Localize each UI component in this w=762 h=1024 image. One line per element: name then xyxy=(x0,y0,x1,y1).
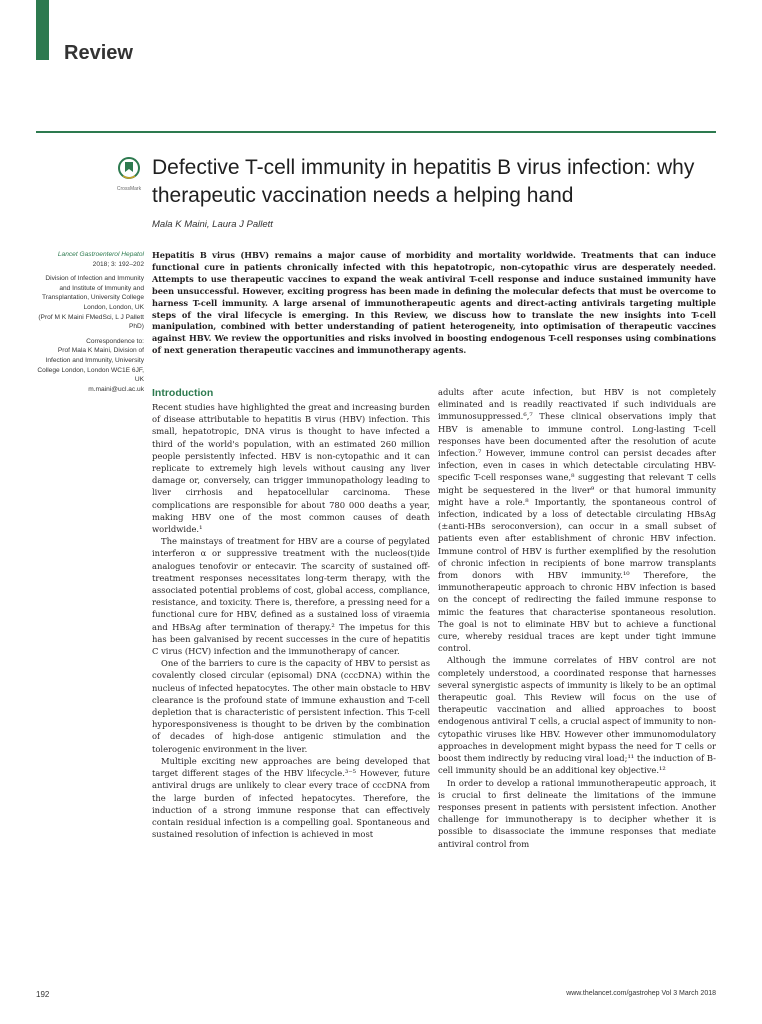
article-authors: Mala K Maini, Laura J Pallett xyxy=(152,219,273,230)
section-label: Review xyxy=(64,42,133,64)
journal-name: Lancet Gastroenterol Hepatol xyxy=(57,251,144,258)
crossmark-label: CrossMark xyxy=(116,186,142,192)
correspondence-email[interactable]: m.maini@ucl.ac.uk xyxy=(88,385,144,393)
section-color-bar xyxy=(36,0,49,60)
section-heading-introduction: Introduction xyxy=(152,387,214,399)
correspondence-label: Correspondence to: xyxy=(86,337,144,345)
body-paragraph: In order to develop a rational immunotherapeutic approach, it is crucial to first delineate the limitations of the immune responses present in patients with persistent infection. Another challenge for immunotherapy is to decipher whether it is possible to disassociate the immune responses that mediate antiviral control from xyxy=(438,777,716,849)
page-number: 192 xyxy=(36,990,50,999)
body-paragraph: The mainstays of treatment for HBV are a course of pegylated interferon α or suppressive treatment with the nucleos(t)ide analogues tenofovir or entecavir. The scarcity of sustained off-treatment responses necessitates long-term therapy, with the associated potential problems of cost, global access, compliance, resistance, and toxicity. There is, therefore, a pressing need for a functional cure for HBV, defined as a sustained loss of viraemia and HBsAg after termination of therapy.² The impetus for this has been galvanised by recent successes in the cure of hepatitis C virus (HCV) infection and the immunotherapy of cancer. xyxy=(152,536,430,657)
body-column-right xyxy=(438,386,716,850)
crossmark-icon xyxy=(118,157,140,181)
journal-footer[interactable]: www.thelancet.com/gastrohep Vol 3 March 2018 xyxy=(566,990,716,997)
body-paragraph: Although the immune correlates of HBV control are not completely understood, a coordinated response that harnesses several synergistic aspects of immunity is likely to be an optimal therapeutic goal. This Review will focus on the use of therapeutic vaccination and allied approaches to boost endogenous antiviral T cells, a crucial aspect of immunity to non-cytopathic viruses like HBV. However other immunomodulatory approaches in development might bypass the need for T cells or boost them indirectly by reducing viral load;¹¹ the induction of B-cell immunity should be an additional key objective.¹² xyxy=(438,655,717,776)
body-paragraph: adults after acute infection, but HBV is not completely eliminated and is readily reactivated if such individuals are immunosuppressed.⁶,⁷ These clinical observations imply that HBV is amenable to immune control. Long-lasting T-cell responses have been documented after the resolution of acute infection.⁷ However, immune control can persist decades after infection, even in cases in which detectable circulating HBV-specific T-cell responses wane,⁸ suggesting that relevant T cells might be sequestered in the liver⁹ or that humoral immunity might have a role.⁸ Importantly, the spontaneous control of infection, indicated by a loss of detectable circulating HBsAg (±anti-HBs seroconversion), can occur in a small subset of patients even after establishment of chronic HBV infection. Immune control of HBV is further exemplified by the resolution of chronic infection in recipients of bone marrow transplants from donors with HBV immunity.¹⁰ Therefore, the immunotherapeutic approach to chronic HBV infection is based on the concept of redirecting the failed immune response to mimic the features that characterise spontaneous resolution. The goal is not to eliminate HBV but to achieve a functional cure, whereby residual traces are kept under tight immune control. xyxy=(438,387,716,654)
body-column-left xyxy=(152,386,430,840)
article-title: Defective T-cell immunity in hepatitis B virus infection: why therapeutic vaccination needs a helping hand xyxy=(152,156,695,207)
body-paragraph: Recent studies have highlighted the great and increasing burden of disease attributable to hepatitis B virus (HBV) infection. This small, hepatotropic, DNA virus is thought to have infected a third of the world's population, with an estimated 260 million people persistently infected. HBV is non-cytopathic and it can replicate to extremely high levels without causing any liver damage or, conversely, can trigger immunopathology leading to liver cirrhosis and hepatocellular carcinoma. These complications are responsible for about 780 000 deaths a year, making HBV one of the most common causes of death worldwide.¹ xyxy=(152,402,430,535)
article-sidebar xyxy=(36,250,144,399)
journal-citation: 2018; 3: 192–202 xyxy=(92,260,144,268)
header-divider xyxy=(36,131,716,133)
affiliation-names: (Prof M K Maini FMedSci, L J Pallett PhD) xyxy=(38,313,144,331)
crossmark-badge[interactable] xyxy=(116,157,142,192)
body-paragraph: One of the barriers to cure is the capacity of HBV to persist as covalently closed circular (episomal) DNA (cccDNA) within the nucleus of infected hepatocytes. The other main obstacle to HBV clearance is the profound state of immune exhaustion and T-cell depletion that is characteristic of persistent infection. This T-cell hyporesponsiveness is thought to be driven by the combination of decades of high-dose antigenic stimulation and the tolerogenic environment in the liver. xyxy=(152,658,430,754)
author-affiliation: Division of Infection and Immunity and Institute of Immunity and Transplantation, University College London, London, UK xyxy=(41,275,144,311)
correspondence-address: Prof Mala K Maini, Division of Infection and Immunity, University College London, London WC1E 6JF, UK xyxy=(37,347,144,384)
body-paragraph: Multiple exciting new approaches are being developed that target different stages of the HBV lifecycle.³⁻⁵ However, future antiviral drugs are unlikely to clear every trace of cccDNA from the large burden of infected hepatocytes. Therefore, the induction of a strong immune response that can effectively contain residual infection is a compelling goal. Spontaneous and sustained resolution of infection is achieved in most xyxy=(152,755,430,840)
article-abstract: Hepatitis B virus (HBV) remains a major cause of morbidity and mortality worldwide. Treatments that can induce functional cure in patients chronically infected with this hepatotropic, non-cytopathic virus are desperately needed. Attempts to use therapeutic vaccines to expand the weak antiviral T-cell response and induce sustained immunity have been unsuccessful. However, exciting progress has been made in defining the molecular defects that must be overcome to harness T-cell immunity. A large arsenal of immunotherapeutic agents and direct-acting antivirals targeting multiple steps of the viral lifecycle is emerging. In this Review, we discuss how to translate the new insights into T-cell manipulation, combined with better understanding of patient heterogeneity, into optimisation of therapeutic vaccines against HBV. We review the opportunities and risks involved in boosting endogenous T-cell responses using combinations of next generation therapeutic vaccines and immunotherapy agents. xyxy=(152,250,716,356)
